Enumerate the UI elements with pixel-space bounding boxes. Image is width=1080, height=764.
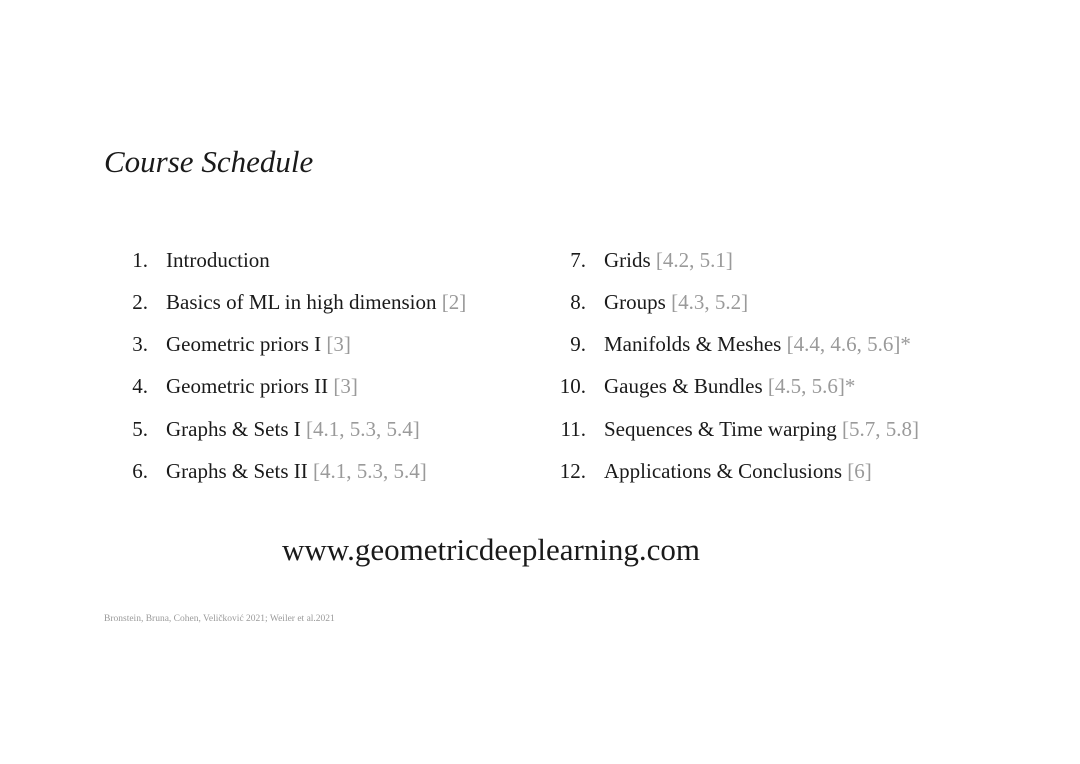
item-reference: [4.5, 5.6]*	[767, 374, 856, 398]
item-reference: [3]	[326, 332, 351, 356]
item-reference: [2]	[441, 290, 467, 314]
slide-title: Course Schedule	[104, 144, 314, 179]
item-label: Gauges & Bundles [4.5, 5.6]*	[604, 374, 856, 398]
item-label: Geometric priors I [3]	[166, 332, 351, 356]
item-number: 12.	[559, 459, 586, 483]
website-link[interactable]: www.geometricdeeplearning.com	[282, 532, 701, 567]
item-reference: [4.3, 5.2]	[671, 290, 749, 314]
item-number: 5.	[132, 417, 148, 441]
item-label: Basics of ML in high dimension [2]	[166, 290, 467, 314]
item-label: Applications & Conclusions [6]	[604, 459, 872, 483]
item-reference: [4.1, 5.3, 5.4]	[312, 459, 427, 483]
item-label: Geometric priors II [3]	[166, 374, 358, 398]
item-number: 1.	[132, 248, 148, 272]
item-number: 9.	[570, 332, 586, 356]
item-number: 4.	[132, 374, 148, 398]
item-reference: [3]	[333, 374, 358, 398]
item-label: Graphs & Sets I [4.1, 5.3, 5.4]	[166, 417, 420, 441]
item-reference: [4.2, 5.1]	[655, 248, 733, 272]
item-label: Sequences & Time warping [5.7, 5.8]	[604, 417, 919, 441]
citation-footnote: Bronstein, Bruna, Cohen, Veličković 2021; Weiler et al.2021	[104, 614, 335, 624]
item-reference: [4.4, 4.6, 5.6]*	[786, 332, 911, 356]
item-number: 11.	[560, 417, 586, 441]
item-reference: [6]	[847, 459, 872, 483]
item-number: 8.	[570, 290, 586, 314]
item-label: Groups [4.3, 5.2]	[604, 290, 749, 314]
item-label: Manifolds & Meshes [4.4, 4.6, 5.6]*	[604, 332, 911, 356]
item-number: 7.	[570, 248, 586, 272]
item-number: 10.	[559, 374, 586, 398]
item-label: Grids [4.2, 5.1]	[604, 248, 733, 272]
item-reference: [4.1, 5.3, 5.4]	[306, 417, 420, 441]
item-label: Introduction	[166, 248, 270, 272]
item-reference: [5.7, 5.8]	[841, 417, 919, 441]
item-number: 6.	[132, 459, 148, 483]
item-number: 2.	[132, 290, 148, 314]
item-label: Graphs & Sets II [4.1, 5.3, 5.4]	[166, 459, 427, 483]
item-number: 3.	[132, 332, 148, 356]
